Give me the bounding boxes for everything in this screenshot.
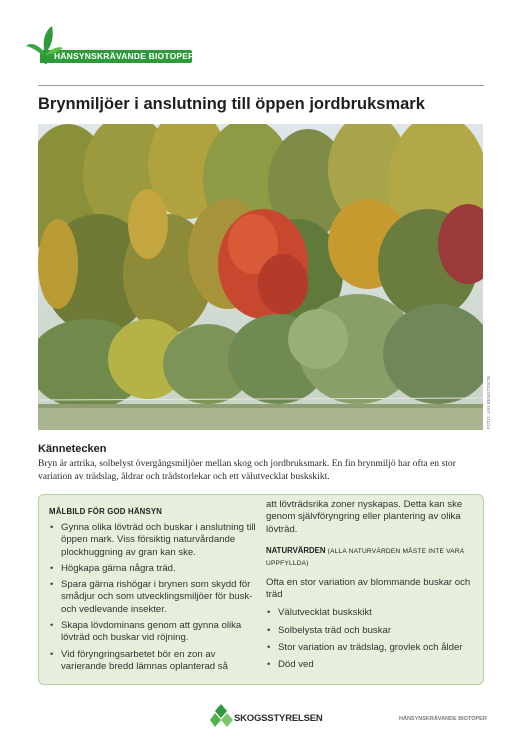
list-item: • Högkapa gärna några träd. (49, 563, 261, 575)
kannetecken-text: Bryn är artrika, solbelyst övergångsmiljöer mellan skog och jordbruksmark. En fin brynmiljö har ofta en stor variation av trädslag, åldrar och trädstorlekar och ett välutvecklat buskskikt. (38, 458, 456, 482)
list-item: • Död ved (266, 659, 476, 671)
naturvarden-title: NATURVÄRDEN (266, 545, 326, 555)
info-box (38, 494, 484, 685)
malbild-heading: MÅLBILD FÖR GOD HÄNSYN (49, 507, 163, 516)
footer-logo-text: SKOGSSTYRELSEN (234, 713, 323, 724)
list-item: • Skapa lövdominans genom att gynna olika lövträd och buskar vid röjning. (49, 620, 261, 645)
malbild-continuation: att lövträdsrika zoner nyskapas. Detta kan ske genom självföryngring eller plantering av olika lövträd. (266, 499, 463, 535)
kannetecken-heading: Kännetecken (38, 443, 107, 455)
footer-section-label: HÄNSYNSKRÄVANDE BIOTOPER (399, 716, 487, 722)
header-logo (24, 24, 194, 66)
logo-mark-icon (210, 702, 234, 728)
naturvarden-note: (ALLA NATURVÄRDEN MÅSTE INTE VARA UPPFYLLDA) (266, 547, 464, 567)
naturvarden-column (266, 499, 476, 677)
list-item: • Gynna olika lövträd och buskar i anslutning till öppen mark. Viss försiktig naturvårdande plockhuggning av gran kan ske. (49, 522, 261, 559)
naturvarden-heading (266, 545, 476, 569)
naturvarden-list (266, 607, 476, 671)
naturvarden-intro: Ofta en stor variation av blommande buskar och träd (266, 576, 471, 601)
list-item: • Solbelysta träd och buskar (266, 625, 476, 637)
title-block (38, 85, 484, 114)
list-item: • Välutvecklat buskskikt (266, 607, 476, 619)
malbild-list (49, 522, 261, 673)
header-badge-text: HÄNSYNSKRÄVANDE BIOTOPER (54, 51, 195, 61)
list-item: • Stor variation av trädslag, grovlek och ålder (266, 642, 476, 654)
list-item: • Vid föryngringsarbetet bör en zon av varierande bredd lämnas oplanterad så (49, 649, 261, 674)
list-item: • Spara gärna rishögar i brynen som skydd för smådjur och som utvecklingsmiljöer för busk- och vedlevande insekter. (49, 579, 261, 616)
malbild-column (49, 507, 261, 677)
photo-credit: FOTO: JAN BENGTSSON (486, 376, 491, 429)
forest-edge-photo (38, 124, 483, 430)
page-title: Brynmiljöer i anslutning till öppen jordbruksmark (38, 95, 425, 113)
skogsstyrelsen-logo (210, 702, 323, 728)
